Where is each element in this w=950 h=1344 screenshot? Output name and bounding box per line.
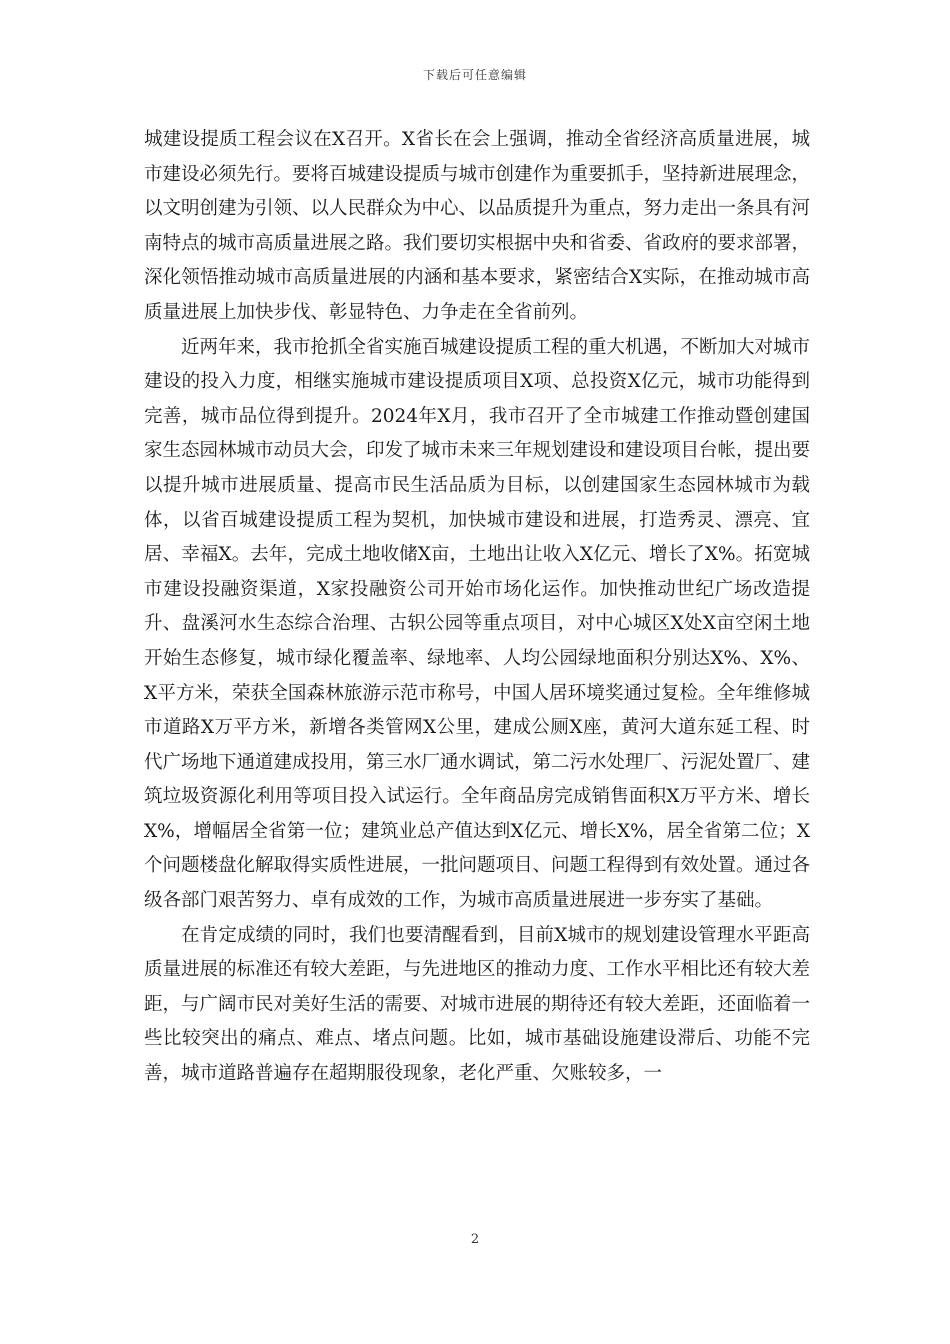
paragraph-2: 近两年来，我市抢抓全省实施百城建设提质工程的重大机遇，不断加大对城市建设的投入力度，相继实施城市建设提质项目X项、总投资X亿元，城市功能得到完善，城市品位得到提升。2024年X月，我市召开了全市城建工作推动暨创建国家生态园林城市动员大会，印发了城市未来三年规划建设和建设项目台帐，提出要以提升城市进展质量、提高市民生活品质为目标，以创建国家生态园林城市为载体，以省百城建设提质工程为契机，加快城市建设和进展，打造秀灵、漂亮、宜居、幸福X。去年，完成土地收储X亩，土地出让收入X亿元、增长了X%。拓宽城市建设投融资渠道，X家投融资公司开始市场化运作。加快推动世纪广场改造提升、盘溪河水生态综合治理、古轵公园等重点项目，对中心城区X处X亩空闲土地开始生态修复，城市绿化覆盖率、绿地率、人均公园绿地面积分别达X%、X%、X平方米，荣获全国森林旅游示范市称号，中国人居环境奖通过复检。全年维修城市道路X万平方米，新增各类管网X公里，建成公厕X座，黄河大道东延工程、时代广场地下通道建成投用，第三水厂通水调试，第二污水处理厂、污泥处置厂、建筑垃圾资源化利用等项目投入试运行。全年商品房完成销售面积X万平方米、增长X%，增幅居全省第一位；建筑业总产值达到X亿元、增长X%，居全省第二位；X个问题楼盘化解取得实质性进展，一批问题项目、问题工程得到有效处置。通过各级各部门艰苦努力、卓有成效的工作，为城市高质量进展进一步夯实了基础。 — [144, 336, 811, 912]
paragraph-1: 城建设提质工程会议在X召开。X省长在会上强调，推动全省经济高质量进展，城市建设必须先行。要将百城建设提质与城市创建作为重要抓手，坚持新进展理念，以文明创建为引领、以人民群众为中心、以品质提升为重点，努力走出一条具有河南特点的城市高质量进展之路。我们要切实根据中央和省委、省政府的要求部署，深化领悟推动城市高质量进展的内涵和基本要求，紧密结合X实际，在推动城市高质量进展上加快步伐、彰显特色、力争走在全省前列。 — [144, 129, 811, 323]
page-header: 下载后可任意编辑 — [422, 68, 527, 82]
paragraph-3: 在肯定成绩的同时，我们也要清醒看到，目前X城市的规划建设管理水平距高质量进展的标准还有较大差距，与先进地区的推动力度、工作水平相比还有较大差距，与广阔市民对美好生活的需要、对城市进展的期待还有较大差距，还面临着一些比较突出的痛点、难点、堵点问题。比如，城市基础设施建设滞后、功能不完善，城市道路普遍存在超期服役现象，老化严重、欠账较多，一 — [144, 924, 811, 1085]
document-body — [144, 123, 810, 1092]
page-number: 2 — [470, 1232, 480, 1247]
